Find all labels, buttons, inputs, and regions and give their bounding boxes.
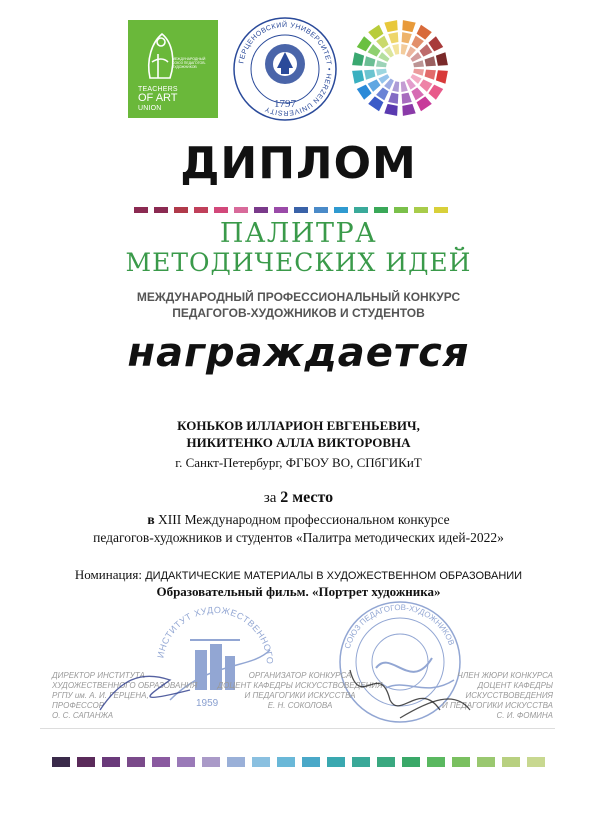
color-wheel-logo bbox=[348, 16, 452, 120]
wheel-segment bbox=[402, 104, 415, 116]
wheel-segment bbox=[357, 36, 372, 51]
place-value: 2 место bbox=[280, 489, 334, 506]
wheel-segment bbox=[357, 85, 372, 100]
color-dash bbox=[402, 757, 420, 767]
wheel-segment bbox=[401, 44, 408, 55]
wheel-segment bbox=[425, 56, 436, 66]
wheel-segment bbox=[402, 93, 412, 104]
recipient-name-1: КОНЬКОВ ИЛЛАРИОН ЕВГЕНЬЕВИЧ, bbox=[177, 418, 420, 433]
contest-description bbox=[0, 511, 597, 546]
wheel-segment bbox=[364, 56, 375, 66]
color-dash bbox=[177, 757, 195, 767]
wheel-segment bbox=[388, 93, 398, 104]
awarded-heading: награждается bbox=[127, 330, 470, 376]
color-dash bbox=[227, 757, 245, 767]
color-dash bbox=[314, 207, 328, 213]
color-dash bbox=[394, 207, 408, 213]
wheel-segment bbox=[425, 70, 436, 80]
recipient-names bbox=[0, 418, 597, 452]
color-dash bbox=[252, 757, 270, 767]
diploma-title: ДИПЛОМ bbox=[180, 138, 417, 189]
color-dash bbox=[502, 757, 520, 767]
herzen-university-seal bbox=[232, 16, 338, 122]
wheel-segment bbox=[411, 88, 424, 101]
wheel-segment bbox=[368, 79, 381, 92]
wheel-segment bbox=[401, 81, 408, 92]
color-dash bbox=[452, 757, 470, 767]
svg-text:ИНСТИТУТ ХУДОЖЕСТВЕННОГО ОБРАЗ: ИНСТИТУТ ХУДОЖЕСТВЕННОГО bbox=[155, 604, 276, 665]
wheel-segment bbox=[352, 70, 364, 83]
wheel-segment bbox=[364, 70, 375, 80]
color-dash bbox=[434, 207, 448, 213]
color-dash bbox=[194, 207, 208, 213]
color-dash bbox=[127, 757, 145, 767]
color-dash bbox=[477, 757, 495, 767]
wheel-segment bbox=[402, 20, 415, 32]
color-dash bbox=[52, 757, 70, 767]
color-dash bbox=[527, 757, 545, 767]
bottom-color-strip bbox=[52, 757, 552, 775]
color-dash bbox=[327, 757, 345, 767]
wheel-segment bbox=[417, 96, 432, 111]
nomination bbox=[0, 567, 597, 583]
wheel-segment bbox=[352, 52, 364, 65]
color-dash bbox=[152, 757, 170, 767]
color-dash bbox=[277, 757, 295, 767]
institute-stamp-year: 1959 bbox=[196, 698, 219, 709]
award-place bbox=[0, 489, 597, 507]
wheel-segment bbox=[376, 36, 389, 49]
svg-text:СОЮЗ ПЕДАГОГОВ-ХУДОЖНИКОВ: СОЮЗ ПЕДАГОГОВ-ХУДОЖНИКОВ bbox=[342, 602, 457, 650]
color-dash bbox=[334, 207, 348, 213]
contest-line1: XIII Международном профессиональном конкурсе bbox=[154, 512, 450, 527]
contest-prefix: в bbox=[147, 512, 155, 527]
wheel-segment bbox=[388, 32, 398, 43]
herzen-year: 1797 bbox=[274, 98, 296, 110]
wheel-segment bbox=[417, 25, 432, 40]
footer-divider bbox=[40, 728, 555, 729]
handwritten-signatures bbox=[60, 640, 530, 730]
wheel-segment bbox=[368, 25, 383, 40]
nomination-category: ДИДАКТИЧЕСКИЕ МАТЕРИАЛЫ В ХУДОЖЕСТВЕННОМ ОБРАЗОВАНИИ bbox=[145, 570, 523, 582]
wheel-segment bbox=[384, 20, 397, 32]
signature-director: ДИРЕКТОР ИНСТИТУТА ХУДОЖЕСТВЕННОГО ОБРАЗОВАНИЯ РГПУ им. А. И. ГЕРЦЕНА, ПРОФЕССОР О. С. САПАНЖА bbox=[52, 671, 198, 720]
wheel-segment bbox=[392, 44, 399, 55]
wheel-segment bbox=[436, 70, 448, 83]
wheel-segment bbox=[376, 60, 387, 67]
nomination-work: Образовательный фильм. «Портрет художника» bbox=[156, 584, 441, 599]
wheel-segment bbox=[428, 85, 443, 100]
color-dash bbox=[77, 757, 95, 767]
subtitle-line1: МЕЖДУНАРОДНЫЙ ПРОФЕССИОНАЛЬНЫЙ КОНКУРС bbox=[136, 290, 461, 304]
wheel-segment bbox=[436, 52, 448, 65]
subtitle-line2: ПЕДАГОГОВ-ХУДОЖНИКОВ И СТУДЕНТОВ bbox=[172, 305, 425, 320]
teachers-of-art-union-logo bbox=[128, 20, 218, 118]
wheel-segment bbox=[392, 81, 399, 92]
color-dash bbox=[427, 757, 445, 767]
wheel-segment bbox=[368, 44, 381, 57]
color-dash bbox=[254, 207, 268, 213]
color-dash bbox=[214, 207, 228, 213]
wheel-segment bbox=[428, 36, 443, 51]
wheel-segment bbox=[384, 104, 397, 116]
svg-text:ГЕРЦЕНОВСКИЙ УНИВЕРСИТЕТ • HER: ГЕРЦЕНОВСКИЙ УНИВЕРСИТЕТ • HERZEN UNIVERSITY bbox=[238, 21, 333, 117]
color-dash bbox=[302, 757, 320, 767]
wheel-segment bbox=[411, 36, 424, 49]
nomination-label: Номинация: bbox=[74, 567, 142, 582]
signature-organizer: ОРГАНИЗАТОР КОНКУРСА ДОЦЕНТ КАФЕДРЫ ИСКУССТВОВЕДЕНИЯ И ПЕДАГОГИКИ ИСКУССТВА Е. Н. СОКОЛОВА bbox=[217, 671, 383, 710]
color-dash bbox=[274, 207, 288, 213]
wheel-segment bbox=[376, 88, 389, 101]
place-prefix: за bbox=[263, 490, 277, 506]
color-dash bbox=[374, 207, 388, 213]
wheel-segment bbox=[420, 44, 433, 57]
toau-wordmark: TEACHERS OF ART UNION bbox=[138, 85, 178, 112]
toau-small-text: МЕЖДУНАРОДНЫЙ СОЮЗ ПЕДАГОГОВ-ХУДОЖНИКОВ bbox=[172, 57, 206, 69]
color-dash bbox=[174, 207, 188, 213]
contest-name-line2: МЕТОДИЧЕСКИХ ИДЕЙ bbox=[125, 248, 472, 277]
signature-jury-member: ЧЛЕН ЖЮРИ КОНКУРСА ДОЦЕНТ КАФЕДРЫ ИСКУССТВОВЕДЕНИЯ И ПЕДАГОГИКИ ИСКУССТВА С. И. ФОМИНА bbox=[442, 671, 553, 720]
color-dash bbox=[202, 757, 220, 767]
recipient-location: г. Санкт-Петербург, ФГБОУ ВО, СПбГИКиТ bbox=[175, 455, 422, 470]
wheel-segment bbox=[402, 32, 412, 43]
color-dash bbox=[414, 207, 428, 213]
color-dash bbox=[352, 757, 370, 767]
color-dash bbox=[154, 207, 168, 213]
recipient-name-2: НИКИТЕНКО АЛЛА ВИКТОРОВНА bbox=[186, 434, 411, 450]
color-dash bbox=[294, 207, 308, 213]
wheel-segment bbox=[368, 96, 383, 111]
color-dash bbox=[377, 757, 395, 767]
color-dash bbox=[134, 207, 148, 213]
contest-subtitle bbox=[0, 290, 597, 321]
contest-name-line1: ПАЛИТРА bbox=[219, 218, 378, 249]
color-dash bbox=[354, 207, 368, 213]
color-dash bbox=[102, 757, 120, 767]
contest-line2: педагогов-художников и студентов «Палитра методических идей-2022» bbox=[93, 529, 504, 545]
wheel-segment bbox=[413, 60, 424, 67]
wheel-segment bbox=[420, 79, 433, 92]
color-dash bbox=[234, 207, 248, 213]
wheel-segment bbox=[376, 69, 387, 76]
wheel-segment bbox=[413, 69, 424, 76]
